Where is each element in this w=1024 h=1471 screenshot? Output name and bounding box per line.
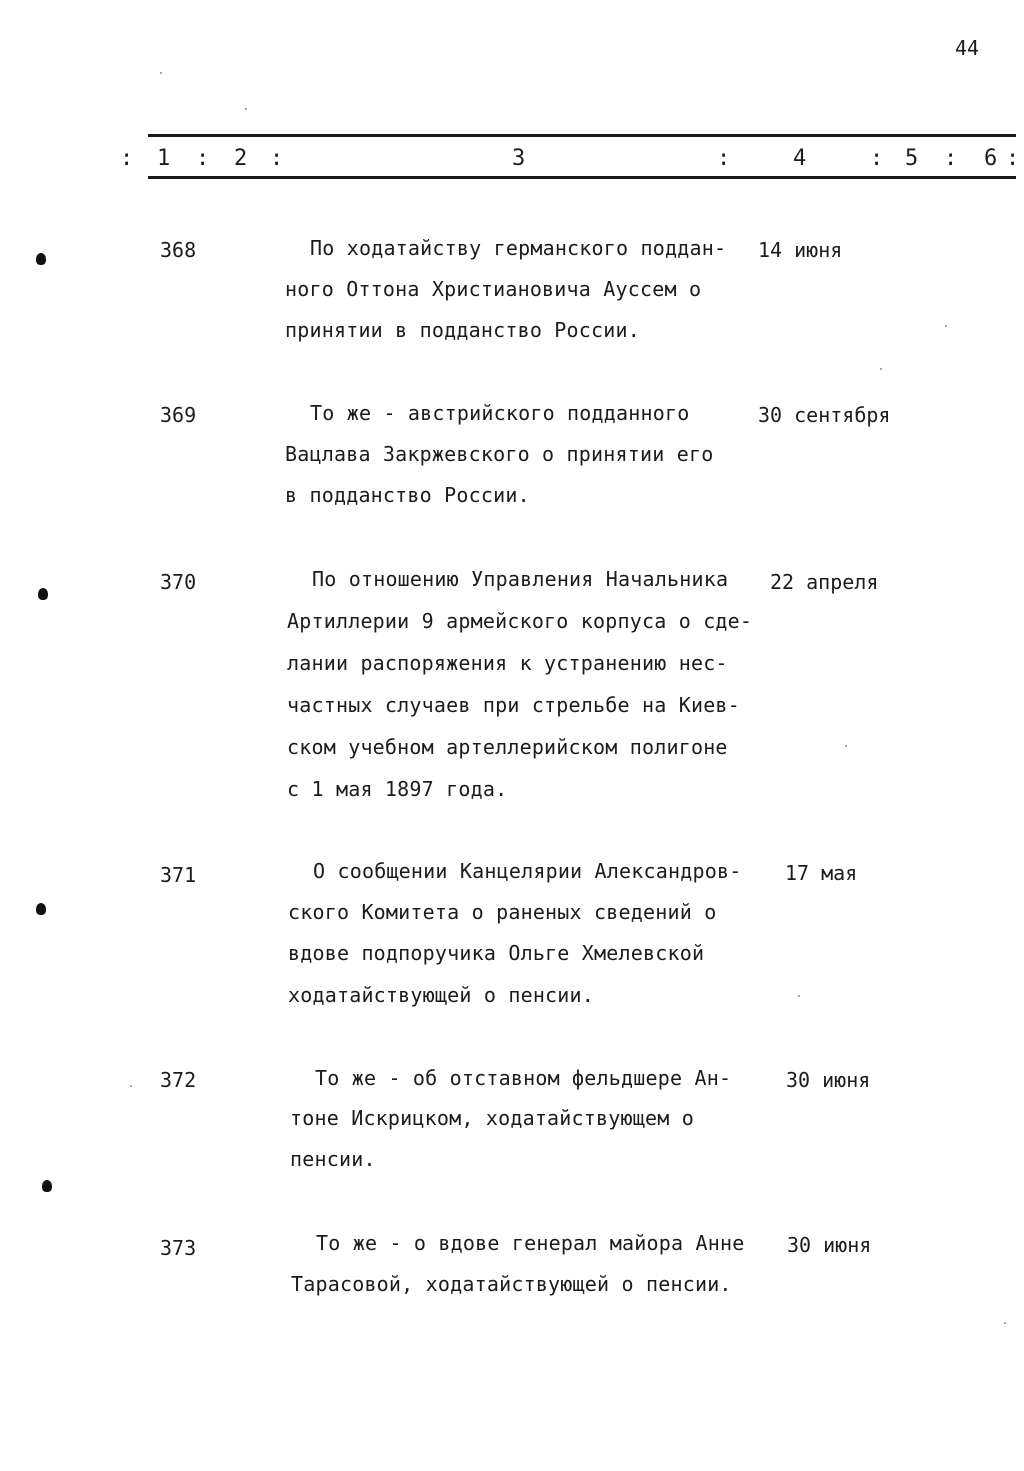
header-col-1: 1 bbox=[157, 146, 171, 171]
header-separator: : bbox=[120, 146, 134, 171]
entry-text-line: ходатайствующей о пенсии. bbox=[288, 983, 595, 1007]
scan-speck bbox=[245, 108, 247, 110]
entry-text-line: Тарасовой, ходатайствующей о пенсии. bbox=[291, 1272, 732, 1296]
header-top-rule bbox=[148, 134, 1016, 137]
entry-text-line: Артиллерии 9 армейского корпуса о сде- bbox=[287, 609, 753, 633]
entry-text-line: То же - австрийского подданного bbox=[310, 401, 690, 425]
header-separator: : bbox=[870, 146, 884, 171]
header-separator: : bbox=[196, 146, 210, 171]
header-bottom-rule bbox=[148, 176, 1016, 179]
entry-number: 371 bbox=[160, 863, 197, 887]
entry-text-line: лании распоряжения к устранению нес- bbox=[287, 651, 728, 675]
binding-mark bbox=[36, 253, 46, 265]
scan-speck bbox=[945, 325, 947, 327]
header-col-5: 5 bbox=[905, 146, 919, 171]
header-separator: : bbox=[270, 146, 284, 171]
entry-text-line: с 1 мая 1897 года. bbox=[287, 777, 508, 801]
entry-text-line: в подданство России. bbox=[285, 483, 530, 507]
entry-text-line: пенсии. bbox=[290, 1147, 376, 1171]
header-separator: : bbox=[944, 146, 958, 171]
entry-text-line: ного Оттона Христиановича Ауссем о bbox=[285, 277, 702, 301]
header-col-4: 4 bbox=[793, 146, 807, 171]
entry-date: 17 мая bbox=[785, 861, 858, 885]
entry-date: 30 сентября bbox=[758, 403, 891, 427]
page-number: 44 bbox=[955, 36, 980, 60]
scan-speck bbox=[130, 1085, 132, 1087]
binding-mark bbox=[42, 1180, 52, 1192]
scan-speck bbox=[1004, 1322, 1006, 1324]
binding-mark bbox=[36, 903, 46, 915]
entry-date: 14 июня bbox=[758, 238, 843, 262]
entry-number: 373 bbox=[160, 1236, 197, 1260]
entry-date: 22 апреля bbox=[770, 570, 879, 594]
scan-speck bbox=[845, 745, 847, 747]
header-separator: : bbox=[1006, 146, 1020, 171]
entry-text-line: Вацлава Закржевского о принятии его bbox=[285, 442, 714, 466]
entry-number: 369 bbox=[160, 403, 197, 427]
scan-speck bbox=[880, 368, 882, 370]
entry-number: 372 bbox=[160, 1068, 197, 1092]
header-col-6: 6 bbox=[984, 146, 998, 171]
entry-text-line: ском учебном артеллерийском полигоне bbox=[287, 735, 728, 759]
entry-text-line: О сообщении Канцелярии Александров- bbox=[313, 859, 742, 883]
scan-speck bbox=[798, 995, 800, 997]
entry-text-line: По отношению Управления Начальника bbox=[312, 567, 729, 591]
entry-text-line: То же - о вдове генерал майора Анне bbox=[316, 1231, 745, 1255]
entry-text-line: частных случаев при стрельбе на Киев- bbox=[287, 693, 740, 717]
entry-number: 370 bbox=[160, 570, 197, 594]
entry-text-line: ского Комитета о раненых сведений о bbox=[288, 900, 717, 924]
entry-text-line: принятии в подданство России. bbox=[285, 318, 640, 342]
entry-text-line: вдове подпоручика Ольге Хмелевской bbox=[288, 941, 705, 965]
header-col-2: 2 bbox=[234, 146, 248, 171]
entry-date: 30 июня bbox=[786, 1068, 871, 1092]
entry-text-line: По ходатайству германского поддан- bbox=[310, 236, 727, 260]
entry-text-line: То же - об отставном фельдшере Ан- bbox=[315, 1066, 732, 1090]
scan-speck bbox=[160, 72, 162, 74]
entry-date: 30 июня bbox=[787, 1233, 872, 1257]
entry-text-line: тоне Искрицком, ходатайствующем о bbox=[290, 1106, 694, 1130]
entry-number: 368 bbox=[160, 238, 197, 262]
binding-mark bbox=[38, 588, 48, 600]
header-separator: : bbox=[717, 146, 731, 171]
header-col-3: 3 bbox=[512, 146, 526, 171]
